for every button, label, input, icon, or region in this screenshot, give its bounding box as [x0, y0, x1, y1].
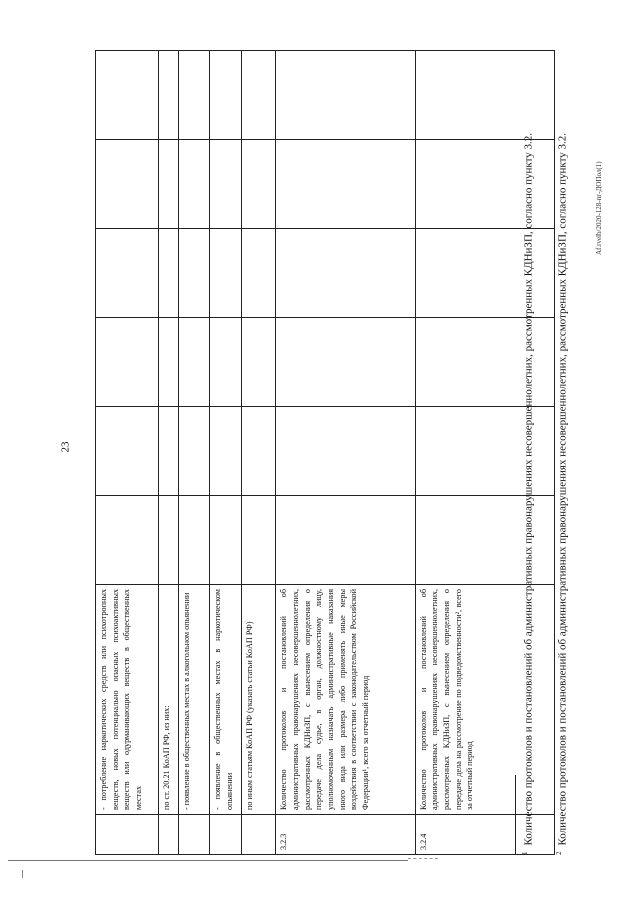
- table-row: [178, 51, 210, 855]
- row-number: [178, 815, 210, 855]
- value-cell: [242, 318, 276, 407]
- table-row: [276, 51, 415, 855]
- value-cell: [276, 318, 415, 407]
- value-cell: [158, 140, 178, 229]
- row-number: 3.2.4: [415, 815, 554, 855]
- row-number: [242, 815, 276, 855]
- value-cell: [242, 51, 276, 140]
- row-number: [96, 815, 159, 855]
- value-cell: [178, 140, 210, 229]
- table-row: [210, 51, 242, 855]
- row-number: 3.2.3: [276, 815, 415, 855]
- value-cell: [276, 407, 415, 496]
- value-cell: [276, 51, 415, 140]
- row-label: по иным статьям КоАП РФ (указать статьи КоАП РФ): [242, 585, 276, 815]
- row-label: Количество протоколов и постановлений об административных правонарушениях несовершеннолетних, рассмотренных КДНиЗП, с вынесением определения о передаче дела на рассмотрение по подведомственности², всего за отчетный период: [415, 585, 554, 815]
- value-cell: [210, 496, 242, 585]
- value-cell: [96, 229, 159, 318]
- table-row: [242, 51, 276, 855]
- row-number: [158, 815, 178, 855]
- page-edge-tick: [22, 870, 23, 878]
- value-cell: [242, 496, 276, 585]
- value-cell: [158, 496, 178, 585]
- value-cell: [242, 140, 276, 229]
- row-label: по ст. 20.21 КоАП РФ, из них:: [158, 585, 178, 815]
- value-cell: [178, 407, 210, 496]
- value-cell: [242, 407, 276, 496]
- value-cell: [276, 496, 415, 585]
- footnote-text: Количество протоколов и постановлений об административных правонарушениях несовершеннолетних, рассмотренных КДНиЗП, согласно пункту 3.2.: [522, 132, 535, 846]
- row-label: Количество протоколов и постановлений об административных правонарушениях несовершеннолетних, рассмотренных КДНиЗП, с вынесением определения о передаче дела судье, в орган, должностному лицу, уполномоченным назначать административные наказания иного вида или размера либо применять иные меры воздействия в соответствии с законодательством Российской Федерации¹, всего за отчетный период: [276, 585, 415, 815]
- report-table: [95, 50, 555, 855]
- document-code: Af.rvelb/2020-128-пг-ДОПол(1): [595, 161, 603, 255]
- footnote-divider: [515, 775, 516, 855]
- row-label: - появление в общественных местах в наркотическом опьянении: [210, 585, 242, 815]
- value-cell: [158, 51, 178, 140]
- row-label: - потребление наркотических средств или психотропных веществ, новых потенциально опасных психоактивных веществ или одурманивающих веществ в общественных местах: [96, 585, 159, 815]
- footnote: [554, 50, 572, 855]
- value-cell: [276, 140, 415, 229]
- value-cell: [242, 229, 276, 318]
- footnote-text: Количество протоколов и постановлений об административных правонарушениях несовершеннолетних, рассмотренных КДНиЗП, согласно пункту 3.2.: [556, 132, 569, 846]
- page-number: 23: [59, 441, 72, 453]
- row-number: [210, 815, 242, 855]
- row-label: - появление в общественных местах в алкогольном опьянении: [178, 585, 210, 815]
- value-cell: [178, 51, 210, 140]
- value-cell: [210, 140, 242, 229]
- value-cell: [158, 318, 178, 407]
- value-cell: [210, 407, 242, 496]
- value-cell: [96, 140, 159, 229]
- footnote: [520, 50, 538, 855]
- value-cell: [178, 229, 210, 318]
- footnote-mark: 1: [521, 851, 529, 855]
- value-cell: [210, 229, 242, 318]
- footnote-mark: 2: [555, 851, 563, 855]
- table-row: [158, 51, 178, 855]
- page-edge-line: [8, 860, 408, 861]
- value-cell: [96, 51, 159, 140]
- page-edge-dots: [408, 858, 438, 859]
- value-cell: [96, 496, 159, 585]
- value-cell: [178, 496, 210, 585]
- value-cell: [158, 229, 178, 318]
- value-cell: [158, 407, 178, 496]
- value-cell: [178, 318, 210, 407]
- value-cell: [96, 318, 159, 407]
- value-cell: [96, 407, 159, 496]
- table-row: [96, 51, 159, 855]
- value-cell: [276, 229, 415, 318]
- value-cell: [210, 51, 242, 140]
- value-cell: [210, 318, 242, 407]
